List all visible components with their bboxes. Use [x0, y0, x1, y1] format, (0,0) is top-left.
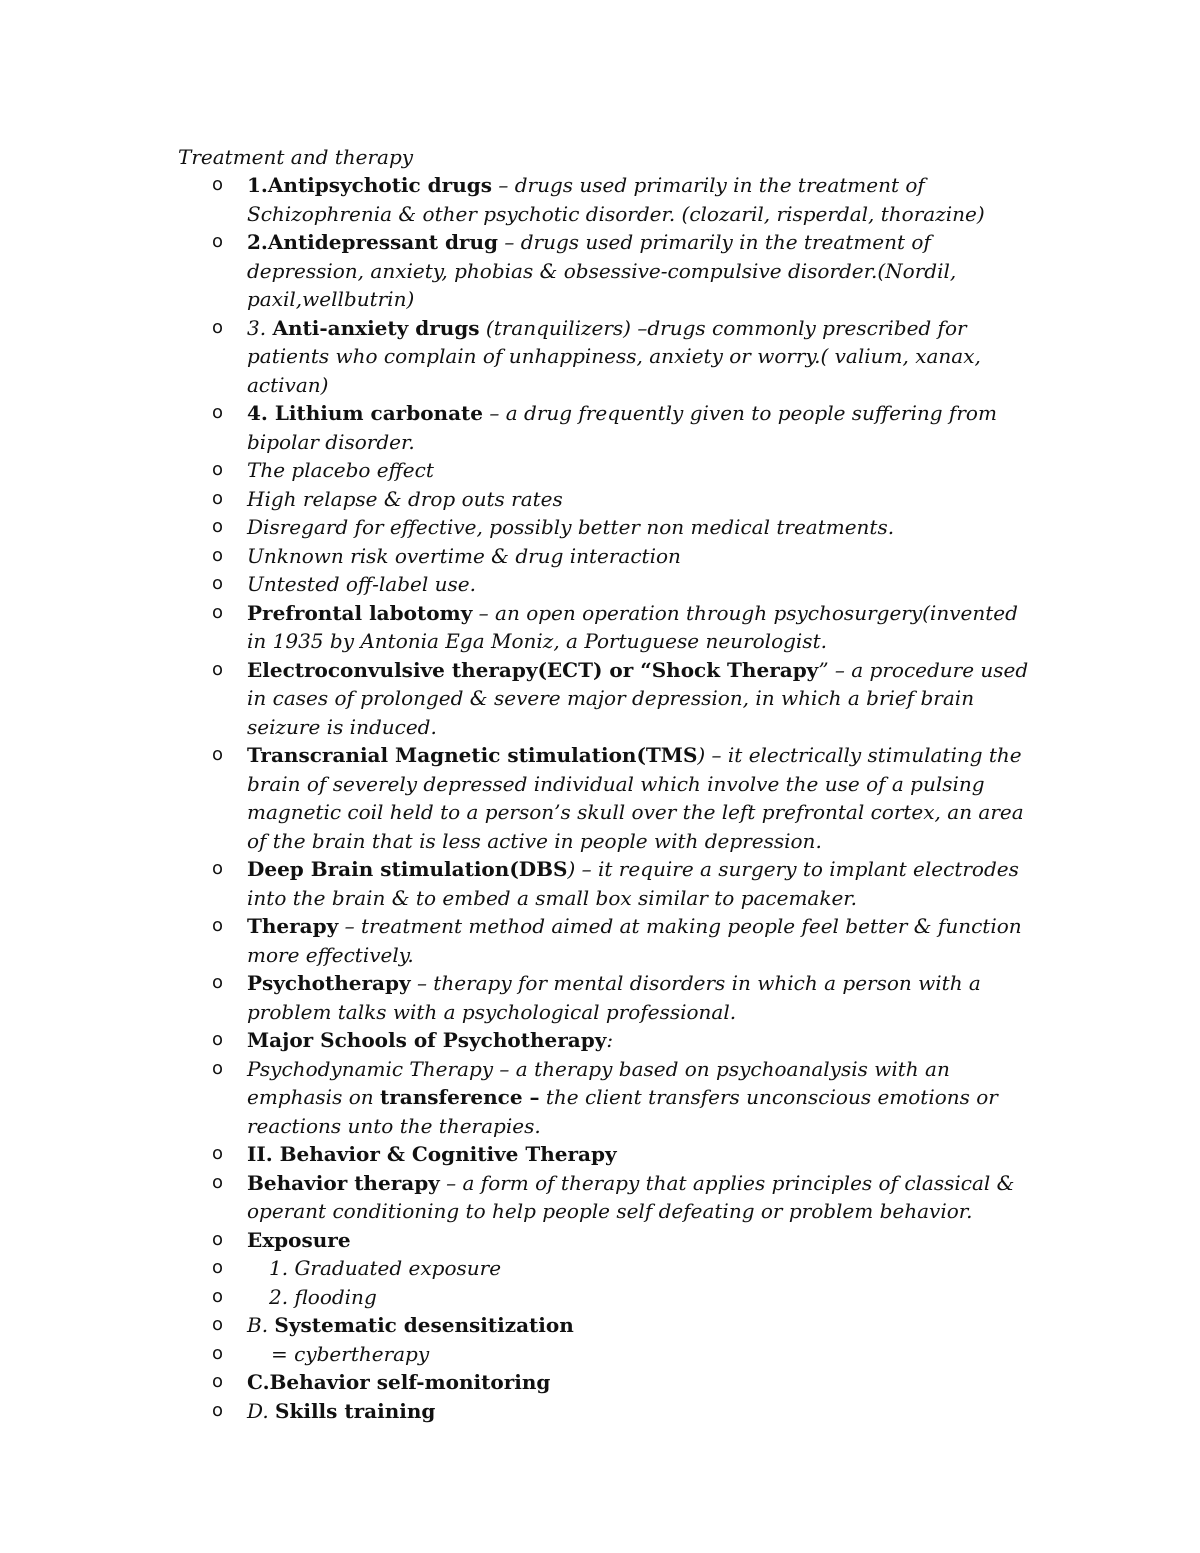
bold-term: II. Behavior & Cognitive Therapy [247, 1142, 617, 1166]
list-item [212, 456, 1042, 485]
italic-text: – treatment method aimed at making people feel better & function more effectively. [247, 914, 1022, 967]
list-item-text [247, 743, 1024, 853]
list-item-text [247, 572, 476, 596]
bullet-icon: o [212, 744, 224, 765]
list-item [212, 1055, 1042, 1141]
list-item-text [247, 1142, 617, 1166]
list-item [212, 1397, 1042, 1426]
list-item-text [247, 601, 1018, 654]
list-item [212, 741, 1042, 855]
italic-text: = cybertherapy [271, 1341, 430, 1366]
bullet-icon: o [212, 1143, 224, 1164]
list-item [212, 513, 1042, 542]
italic-text: the client transfers unconscious emotions or reactions unto the therapies. [247, 1085, 998, 1138]
italic-text: 1. Graduated exposure [269, 1256, 502, 1280]
list-item [212, 570, 1042, 599]
bold-term: Psychotherapy [247, 971, 411, 995]
bold-term: Exposure [247, 1227, 351, 1252]
italic-text: – therapy for mental disorders in which a person with a problem talks with a psychological professional. [247, 971, 981, 1024]
italic-text: ) – it electrically stimulating the brain of severely depressed individual which involve the use of a pulsing magnetic coil held to a person’s skull over the left prefrontal cortex, an area of the brain that is less active in people with depression. [247, 743, 1024, 853]
italic-text: ) – it require a surgery to implant electrodes into the brain & to embed a small box similar to pacemaker. [247, 857, 1019, 910]
bold-term: Transcranial Magnetic stimulation(TMS [247, 743, 698, 767]
list-item-text [247, 1228, 351, 1252]
italic-text: ” – a procedure used in cases of prolonged & severe major depression, in which a brief brain seizure is induced. [247, 657, 1029, 739]
list-item [212, 1226, 1042, 1255]
bold-term: 1.Antipsychotic drugs [247, 173, 492, 197]
bullet-icon: o [212, 858, 224, 879]
italic-text: Untested off-label use. [247, 572, 476, 596]
list-item [212, 1311, 1042, 1340]
italic-text: : [606, 1028, 614, 1052]
list-item [212, 1368, 1042, 1397]
list-item [212, 969, 1042, 1026]
list-item [212, 1140, 1042, 1169]
list-item [212, 542, 1042, 571]
list-item-text [247, 1028, 613, 1052]
list-item-text [247, 173, 985, 226]
bullet-icon: o [212, 601, 224, 623]
bullet-icon: o [212, 915, 224, 936]
bullet-icon: o [212, 1228, 224, 1250]
bullet-icon: o [212, 658, 224, 680]
italic-text: 3. [247, 315, 273, 340]
list-item [212, 1254, 1042, 1283]
list-item-text [247, 857, 1019, 910]
list-item [212, 656, 1042, 742]
bullet-icon: o [212, 1399, 224, 1421]
list-item [212, 171, 1042, 228]
italic-text: Psychodynamic Therapy – a therapy based on psychoanalysis with an emphasis on [247, 1056, 950, 1109]
list-item [212, 228, 1042, 314]
treatment-list [212, 171, 1042, 1425]
bold-term: Prefrontal labotomy [247, 600, 473, 625]
bullet-icon: o [212, 402, 224, 423]
list-item-text [247, 1399, 435, 1423]
bold-term: Anti-anxiety drugs [272, 315, 480, 340]
bullet-icon: o [212, 174, 224, 195]
italic-text: (tranquilizers) –drugs commonly prescribed for patients who complain of unhappiness, anxiety or worry.( valium, xanax, activan) [247, 315, 981, 397]
list-item [212, 1283, 1042, 1312]
bullet-icon: o [212, 1057, 224, 1079]
italic-text: – a form of therapy that applies principles of classical & operant conditioning to help people self defeating or problem behavior. [247, 1170, 1015, 1223]
list-item-text [247, 914, 1022, 967]
bullet-icon: o [212, 1342, 224, 1364]
bullet-icon: o [212, 1171, 224, 1193]
bullet-icon: o [212, 1285, 224, 1307]
list-item-text [247, 1370, 550, 1394]
bullet-icon: o [212, 544, 224, 566]
italic-text: – drugs used primarily in the treatment of depression, anxiety, phobias & obsessive-compulsive disorder.(Nordil, paxil,wellbutrin) [247, 230, 957, 311]
bullet-icon: o [212, 231, 224, 252]
bold-term: Therapy [247, 914, 339, 938]
bullet-icon: o [212, 316, 224, 338]
bold-term: Electroconvulsive therapy(ECT) or “Shock Therapy [247, 657, 819, 682]
list-item [212, 1340, 1042, 1369]
list-item-text [247, 1313, 574, 1337]
list-item-text [247, 1342, 429, 1366]
bullet-icon: o [212, 1029, 224, 1050]
italic-text: Disregard for effective, possibly better non medical treatments. [247, 515, 895, 539]
list-item [212, 1026, 1042, 1055]
italic-text: B. [247, 1313, 275, 1337]
italic-text: Unknown risk overtime & drug interaction [247, 543, 681, 568]
bullet-icon: o [212, 459, 224, 480]
list-item-text [247, 401, 997, 454]
list-item-text [247, 316, 981, 397]
bullet-icon: o [212, 516, 224, 537]
italic-text: D. [247, 1398, 276, 1423]
italic-text: – a drug frequently given to people suffering from bipolar disorder. [247, 401, 997, 454]
list-item-text [247, 487, 563, 511]
italic-text: The placebo effect [247, 458, 434, 482]
bullet-icon: o [212, 1371, 224, 1392]
list-item-text [247, 1171, 1014, 1224]
list-item [212, 855, 1042, 912]
list-item-text [247, 515, 894, 539]
list-item-text [247, 971, 981, 1024]
list-item [212, 399, 1042, 456]
bullet-icon: o [212, 573, 224, 594]
bold-term: Systematic desensitization [274, 1313, 574, 1337]
list-item-text [247, 1057, 998, 1138]
list-item-text [247, 1256, 501, 1280]
italic-text: – an open operation through psychosurgery(invented in 1935 by Antonia Ega Moniz, a Portuguese neurologist. [247, 600, 1018, 653]
bullet-icon: o [212, 972, 224, 993]
bold-term: Major Schools of Psychotherapy [247, 1028, 607, 1052]
bold-term: 4. Lithium carbonate [247, 401, 484, 425]
list-item [212, 1169, 1042, 1226]
list-item-text [247, 544, 681, 568]
bold-term: Skills training [275, 1398, 436, 1423]
bold-term: transference – [379, 1085, 540, 1109]
italic-text: – drugs used primarily in the treatment of Schizophrenia & other psychotic disorder. (clozaril, risperdal, thorazine) [247, 173, 985, 226]
list-item [212, 599, 1042, 656]
document-heading: Treatment and therapy [178, 145, 414, 169]
bold-term: 2.Antidepressant drug [247, 230, 498, 254]
bold-term: Deep Brain stimulation(DBS [247, 857, 568, 881]
list-item-text [247, 1285, 377, 1309]
italic-text: 2. flooding [269, 1284, 377, 1309]
list-item-text [247, 658, 1028, 739]
bullet-icon: o [212, 487, 224, 509]
list-item-text [247, 458, 434, 482]
bullet-icon: o [212, 1257, 224, 1278]
list-item [212, 912, 1042, 969]
bold-term: C.Behavior self-monitoring [247, 1370, 551, 1394]
list-item-text [247, 230, 956, 311]
bold-term: Behavior therapy [247, 1170, 440, 1195]
bullet-icon: o [212, 1314, 224, 1335]
list-item [212, 485, 1042, 514]
list-item [212, 314, 1042, 400]
italic-text: High relapse & drop outs rates [247, 486, 563, 511]
